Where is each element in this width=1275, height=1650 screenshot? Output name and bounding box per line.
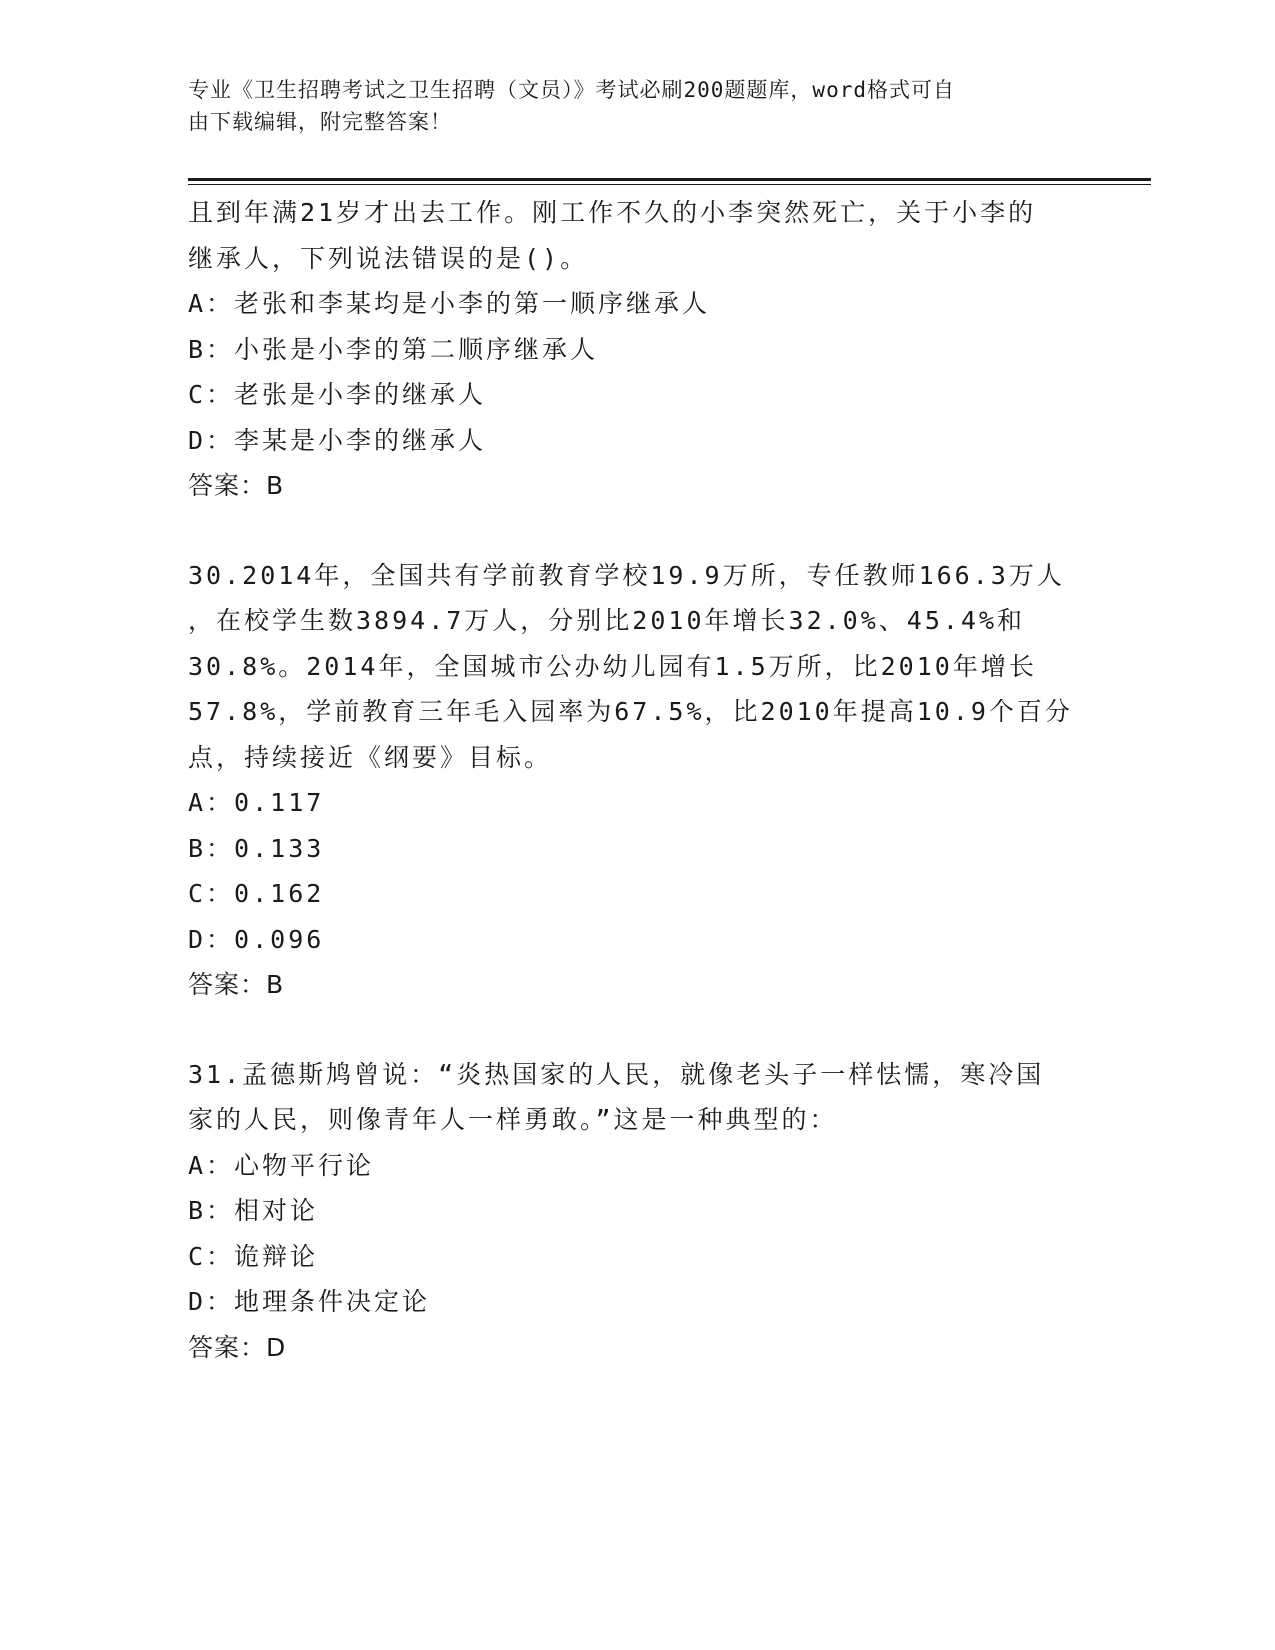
question-spacer [188,509,1088,553]
document-body [188,190,1088,1370]
question-29 [188,190,1088,509]
header-line-2: 由下载编辑，附完整答案！ [188,110,452,134]
question-text-line: 31.孟德斯鸠曾说：“炎热国家的人民，就像老头子一样怯懦，寒冷国 [188,1059,1045,1089]
question-text-line: 且到年满21岁才出去工作。刚工作不久的小李突然死亡，关于小李的 [188,198,1037,227]
option-d: D：0.096 [188,924,325,954]
question-text-line: 点，持续接近《纲要》目标。 [188,742,553,772]
header-line-1: 专业《卫生招聘考试之卫生招聘（文员）》考试必刷200题题库，word格式可自 [188,78,955,102]
option-c: C：诡辩论 [188,1241,319,1271]
option-b: B：相对论 [188,1196,319,1225]
question-31 [188,1052,1088,1371]
option-d: D：地理条件决定论 [188,1287,431,1316]
answer-line: 答案：B [188,471,285,500]
header-divider-thick [188,178,1151,181]
question-spacer [188,1008,1088,1052]
option-b: B：小张是小李的第二顺序继承人 [188,334,599,364]
answer-line: 答案：D [188,1332,287,1362]
option-c: C：老张是小李的继承人 [188,380,487,409]
option-a: A：0.117 [188,788,325,817]
question-30 [188,553,1088,1008]
document-header [188,74,1068,138]
option-a: A：老张和李某均是小李的第一顺序继承人 [188,289,711,318]
question-text-line: 30.2014年，全国共有学前教育学校19.9万所，专任教师166.3万人 [188,560,1065,590]
question-text-line: ，在校学生数3894.7万人，分别比2010年增长32.0%、45.4%和 [188,606,1026,635]
answer-line: 答案：B [188,970,285,999]
question-text-line: 57.8%，学前教育三年毛入园率为67.5%，比2010年提高10.9个百分 [188,697,1073,726]
header-divider-thin [188,184,1151,185]
question-text-line: 继承人，下列说法错误的是()。 [188,243,589,273]
option-d: D：李某是小李的继承人 [188,425,487,455]
option-b: B：0.133 [188,833,325,863]
option-c: C：0.162 [188,879,325,908]
question-text-line: 30.8%。2014年，全国城市公办幼儿园有1.5万所，比2010年增长 [188,651,1037,681]
option-a: A：心物平行论 [188,1150,375,1180]
question-text-line: 家的人民，则像青年人一样勇敢。”这是一种典型的： [188,1105,838,1134]
